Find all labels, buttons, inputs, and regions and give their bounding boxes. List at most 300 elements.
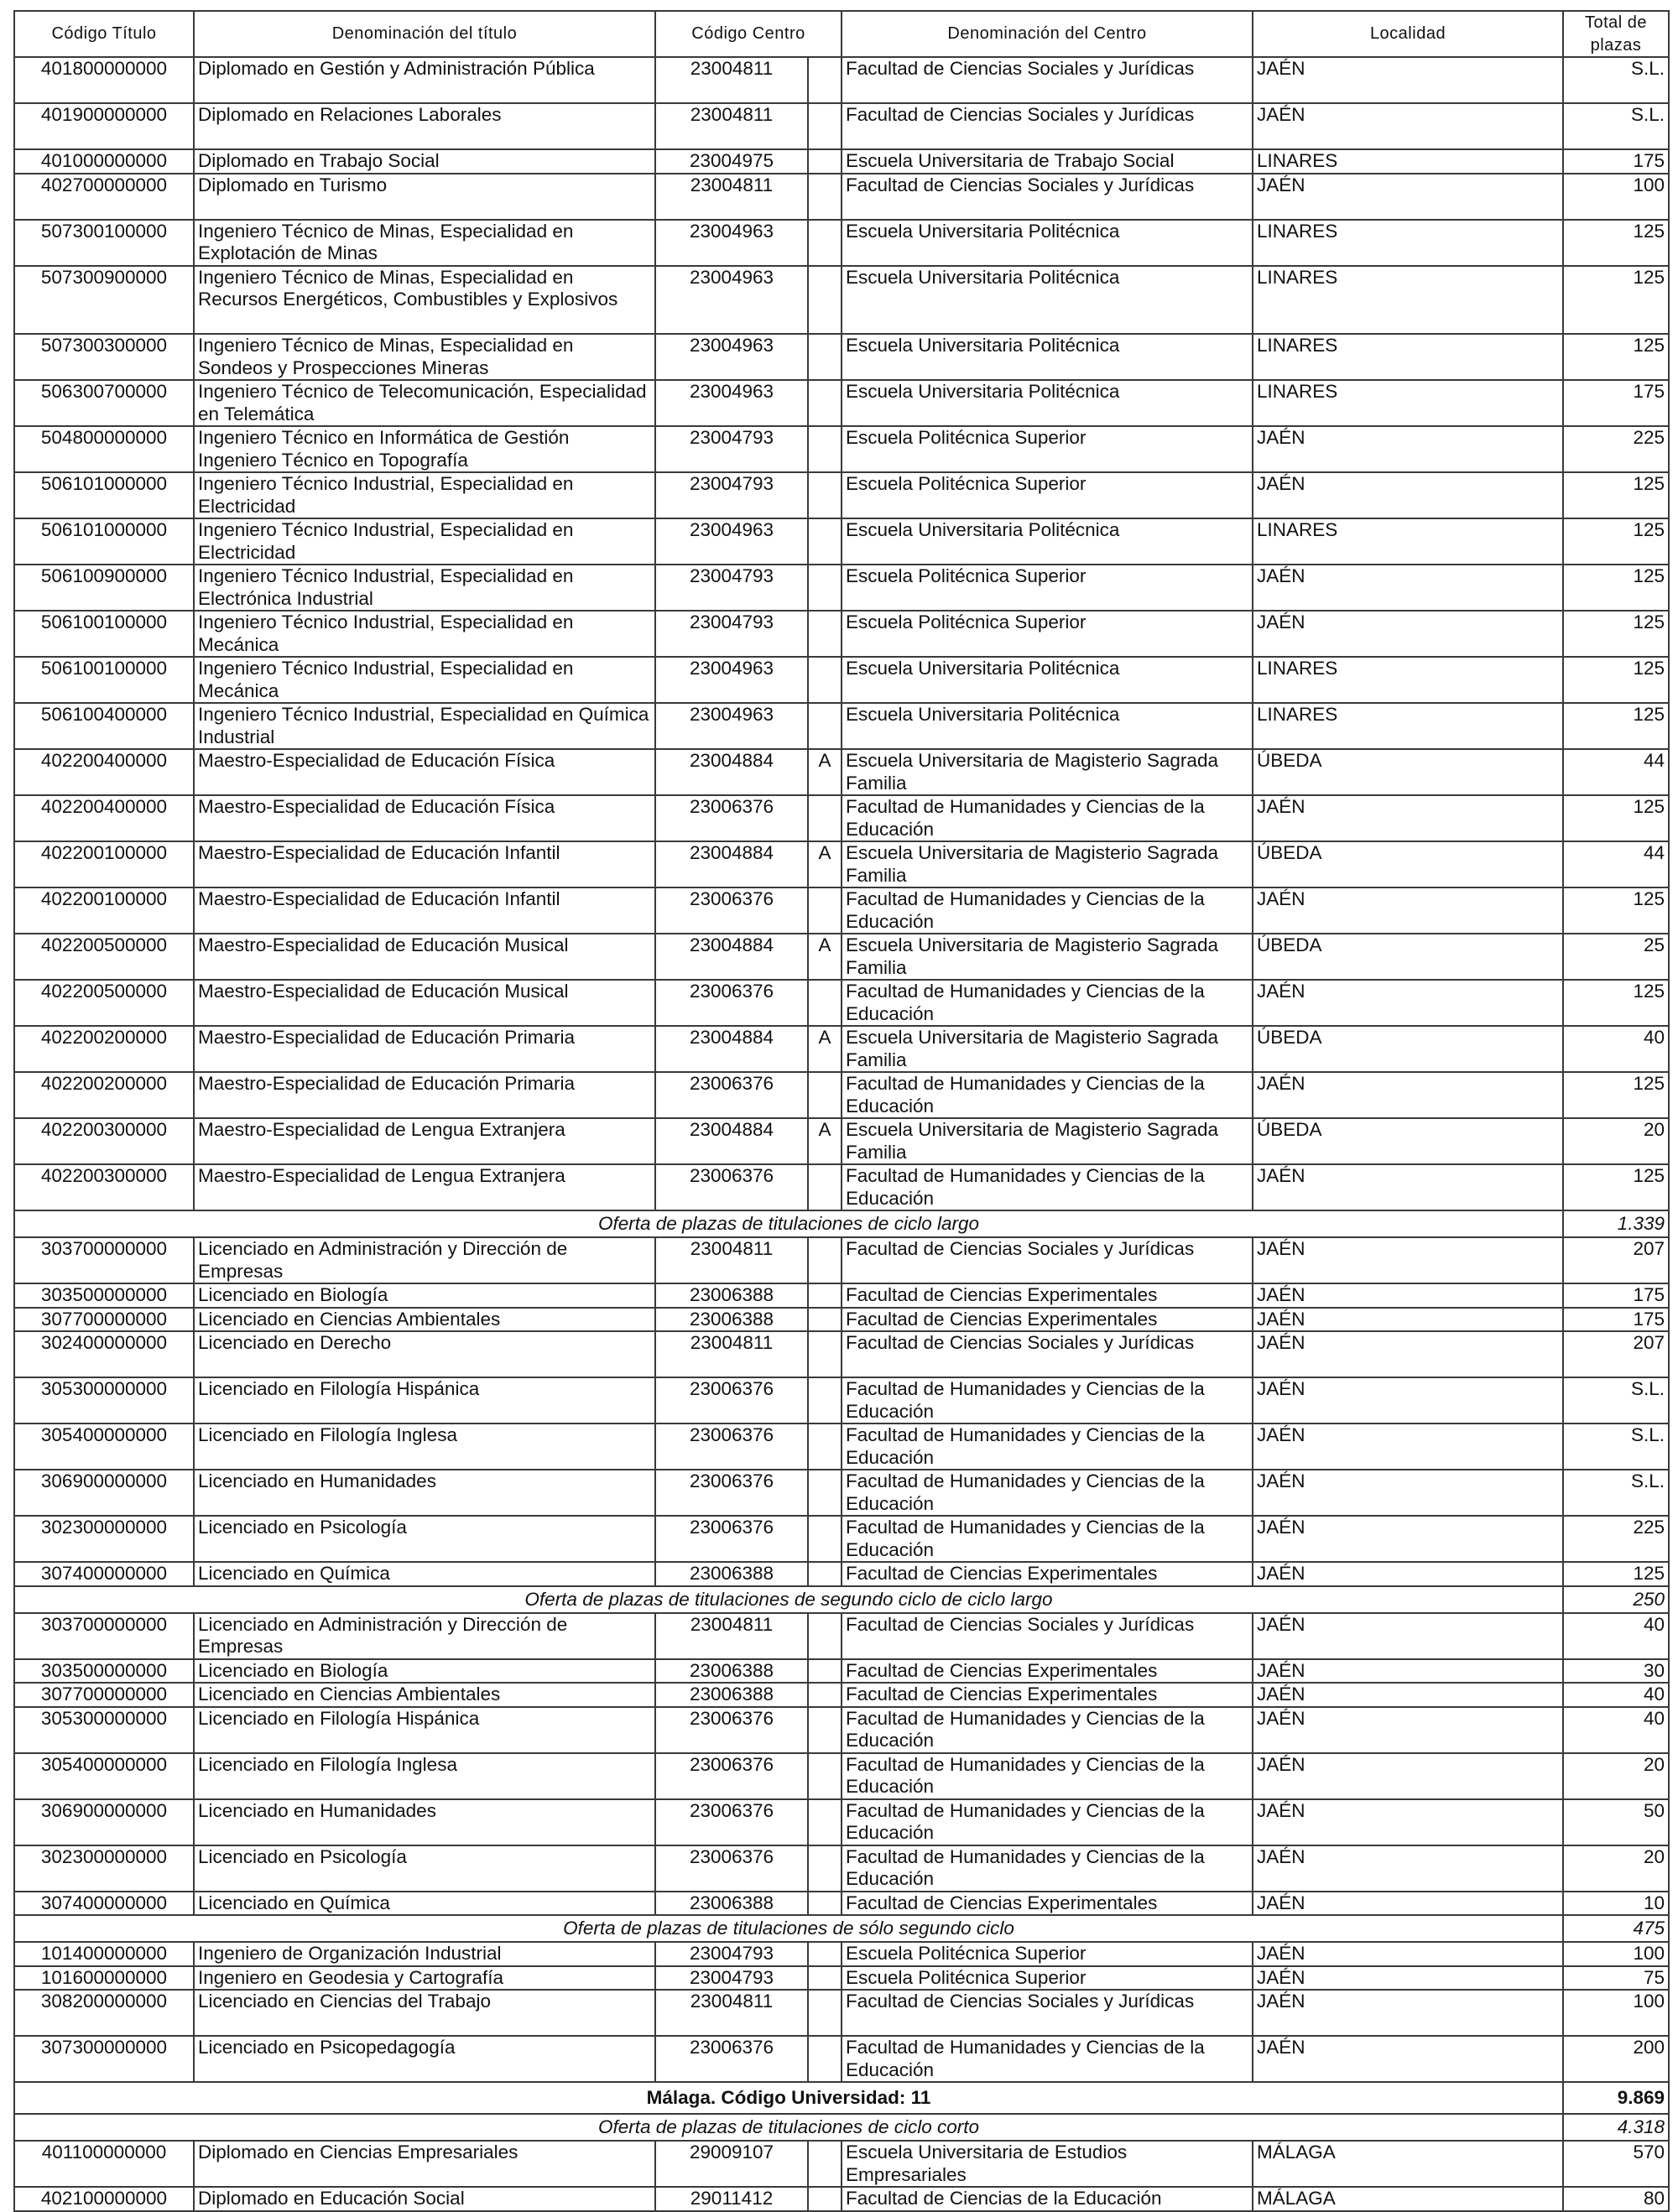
table-row [14, 1470, 1669, 1516]
table-row [14, 934, 1669, 980]
cell-codigo-titulo: 507300300000 [14, 334, 194, 380]
cell-codigo-titulo: 402200500000 [14, 934, 194, 980]
cell-localidad: JAÉN [1253, 1990, 1563, 2036]
cell-codigo-centro: 29009107 [655, 2141, 808, 2187]
cell-denominacion-centro: Escuela Universitaria Politécnica [842, 380, 1253, 426]
cell-codigo-titulo: 303500000000 [14, 1283, 194, 1308]
cell-denominacion-titulo: Ingeniero Técnico Industrial, Especialidad en Mecánica [194, 611, 655, 657]
cell-total-plazas: S.L. [1563, 1470, 1669, 1516]
cell-denominacion-centro: Escuela Universitaria Politécnica [842, 220, 1253, 266]
cell-flag [808, 1283, 842, 1308]
cell-denominacion-centro: Facultad de Ciencias Sociales y Jurídicas [842, 174, 1253, 220]
cell-codigo-titulo: 101400000000 [14, 1942, 194, 1966]
cell-localidad: LINARES [1253, 657, 1563, 703]
cell-total-plazas: 50 [1563, 1799, 1669, 1845]
cell-total-plazas: 175 [1563, 1283, 1669, 1308]
cell-denominacion-centro: Escuela Universitaria de Magisterio Sagrada Familia [842, 934, 1253, 980]
cell-localidad: JAÉN [1253, 1283, 1563, 1308]
cell-codigo-centro: 23004963 [655, 334, 808, 380]
cell-localidad: JAÉN [1253, 1072, 1563, 1118]
cell-codigo-titulo: 402200200000 [14, 1072, 194, 1118]
cell-total-plazas: 100 [1563, 1990, 1669, 2036]
cell-codigo-centro: 23006388 [655, 1659, 808, 1684]
cell-codigo-centro: 23006376 [655, 1377, 808, 1423]
cell-denominacion-titulo: Ingeniero Técnico de Telecomunicación, Especialidad en Telemática [194, 380, 655, 426]
cell-total-plazas: 125 [1563, 980, 1669, 1026]
cell-denominacion-centro: Escuela Politécnica Superior [842, 611, 1253, 657]
summary-label: Oferta de plazas de titulaciones de ciclo largo [14, 1210, 1563, 1237]
table-row [14, 220, 1669, 266]
table-row [14, 1613, 1669, 1659]
cell-codigo-titulo: 402700000000 [14, 174, 194, 220]
cell-codigo-titulo: 302400000000 [14, 1331, 194, 1377]
cell-localidad: JAÉN [1253, 103, 1563, 149]
header-codigo-titulo: Código Título [14, 11, 194, 57]
cell-denominacion-titulo: Ingeniero Técnico Industrial, Especialidad en Mecánica [194, 657, 655, 703]
cell-codigo-centro: 23006388 [655, 1283, 808, 1308]
cell-codigo-titulo: 305400000000 [14, 1753, 194, 1799]
cell-denominacion-titulo: Ingeniero Técnico Industrial, Especialidad en Química Industrial [194, 703, 655, 749]
cell-codigo-titulo: 507300900000 [14, 266, 194, 335]
cell-codigo-titulo: 307300000000 [14, 2036, 194, 2082]
cell-codigo-titulo: 402200500000 [14, 980, 194, 1026]
header-codigo-centro: Código Centro [655, 11, 842, 57]
table-row [14, 1942, 1669, 1966]
cell-localidad: LINARES [1253, 149, 1563, 174]
cell-codigo-titulo: 302300000000 [14, 1516, 194, 1562]
cell-flag [808, 57, 842, 103]
cell-denominacion-titulo: Ingeniero de Organización Industrial [194, 1942, 655, 1966]
cell-total-plazas: 125 [1563, 565, 1669, 611]
header-row [14, 11, 1669, 57]
summary-total: 4.318 [1563, 2114, 1669, 2141]
cell-flag [808, 1423, 842, 1470]
cell-flag [808, 220, 842, 266]
cell-codigo-centro: 23006376 [655, 1423, 808, 1470]
cell-codigo-titulo: 306900000000 [14, 1470, 194, 1516]
cell-codigo-centro: 23004963 [655, 657, 808, 703]
cell-localidad: JAÉN [1253, 1237, 1563, 1283]
cell-denominacion-titulo: Diplomado en Trabajo Social [194, 149, 655, 174]
cell-denominacion-centro: Escuela Politécnica Superior [842, 472, 1253, 518]
cell-flag [808, 266, 842, 335]
cell-codigo-titulo: 307700000000 [14, 1308, 194, 1332]
cell-codigo-centro: 23004963 [655, 220, 808, 266]
cell-flag [808, 1942, 842, 1966]
cell-flag [808, 1990, 842, 2036]
cell-codigo-titulo: 307400000000 [14, 1562, 194, 1586]
cell-denominacion-titulo: Ingeniero en Geodesia y Cartografía [194, 1966, 655, 1991]
cell-codigo-titulo: 402200300000 [14, 1118, 194, 1164]
table-row [14, 565, 1669, 611]
cell-localidad: JAÉN [1253, 1892, 1563, 1916]
cell-denominacion-centro: Facultad de Humanidades y Ciencias de la Educación [842, 1799, 1253, 1845]
cell-flag [808, 472, 842, 518]
cell-total-plazas: S.L. [1563, 57, 1669, 103]
cell-denominacion-centro: Facultad de Humanidades y Ciencias de la Educación [842, 1845, 1253, 1892]
cell-total-plazas: 40 [1563, 1026, 1669, 1072]
cell-denominacion-centro: Escuela Universitaria de Trabajo Social [842, 149, 1253, 174]
cell-localidad: JAÉN [1253, 1423, 1563, 1470]
cell-flag [808, 657, 842, 703]
table-row [14, 174, 1669, 220]
table-row [14, 980, 1669, 1026]
cell-localidad: ÚBEDA [1253, 934, 1563, 980]
cell-localidad: LINARES [1253, 220, 1563, 266]
cell-flag [808, 1892, 842, 1916]
cell-denominacion-centro: Escuela Universitaria de Magisterio Sagrada Familia [842, 1026, 1253, 1072]
cell-denominacion-centro: Facultad de Ciencias Sociales y Jurídicas [842, 1237, 1253, 1283]
summary-total: 250 [1563, 1586, 1669, 1613]
cell-flag [808, 334, 842, 380]
cell-total-plazas: 44 [1563, 841, 1669, 887]
cell-flag [808, 1331, 842, 1377]
cell-codigo-titulo: 305300000000 [14, 1377, 194, 1423]
cell-flag: A [808, 1118, 842, 1164]
cell-codigo-titulo: 401900000000 [14, 103, 194, 149]
table-row [14, 57, 1669, 103]
summary-label: Oferta de plazas de titulaciones de sólo segundo ciclo [14, 1915, 1563, 1942]
cell-codigo-centro: 23004811 [655, 103, 808, 149]
cell-denominacion-titulo: Licenciado en Filología Hispánica [194, 1707, 655, 1753]
cell-codigo-titulo: 302300000000 [14, 1845, 194, 1892]
cell-codigo-titulo: 506100900000 [14, 565, 194, 611]
summary-row [14, 1915, 1669, 1942]
cell-total-plazas: 125 [1563, 1164, 1669, 1210]
table-row [14, 1026, 1669, 1072]
cell-localidad: ÚBEDA [1253, 749, 1563, 795]
cell-total-plazas: 40 [1563, 1613, 1669, 1659]
cell-codigo-titulo: 506100100000 [14, 611, 194, 657]
university-total: 9.869 [1563, 2082, 1669, 2114]
plazas-table [13, 10, 1670, 2212]
cell-codigo-centro: 23006376 [655, 1753, 808, 1799]
cell-total-plazas: 25 [1563, 934, 1669, 980]
table-row [14, 266, 1669, 335]
cell-localidad: JAÉN [1253, 1164, 1563, 1210]
cell-flag [808, 1470, 842, 1516]
cell-localidad: JAÉN [1253, 1308, 1563, 1332]
cell-denominacion-titulo: Licenciado en Derecho [194, 1331, 655, 1377]
cell-denominacion-centro: Escuela Universitaria Politécnica [842, 518, 1253, 565]
cell-denominacion-titulo: Licenciado en Química [194, 1892, 655, 1916]
cell-codigo-centro: 23006376 [655, 1799, 808, 1845]
table-row [14, 1516, 1669, 1562]
summary-total: 1.339 [1563, 1210, 1669, 1237]
cell-flag [808, 1377, 842, 1423]
cell-denominacion-centro: Facultad de Ciencias de la Educación [842, 2187, 1253, 2211]
cell-denominacion-titulo: Licenciado en Humanidades [194, 1799, 655, 1845]
cell-total-plazas: 10 [1563, 1892, 1669, 1916]
table-row [14, 1423, 1669, 1470]
cell-denominacion-titulo: Maestro-Especialidad de Educación Musical [194, 980, 655, 1026]
cell-codigo-centro: 23004963 [655, 703, 808, 749]
cell-total-plazas: S.L. [1563, 1423, 1669, 1470]
cell-total-plazas: 225 [1563, 1516, 1669, 1562]
cell-flag: A [808, 1026, 842, 1072]
cell-denominacion-titulo: Diplomado en Relaciones Laborales [194, 103, 655, 149]
cell-total-plazas: 125 [1563, 266, 1669, 335]
cell-localidad: JAÉN [1253, 565, 1563, 611]
table-row [14, 887, 1669, 934]
cell-flag [808, 426, 842, 472]
cell-denominacion-titulo: Ingeniero Técnico de Minas, Especialidad en Explotación de Minas [194, 220, 655, 266]
cell-denominacion-centro: Escuela Universitaria de Estudios Empresariales [842, 2141, 1253, 2187]
cell-denominacion-centro: Facultad de Humanidades y Ciencias de la Educación [842, 1516, 1253, 1562]
header-denominacion-titulo: Denominación del título [194, 11, 655, 57]
header-localidad: Localidad [1253, 11, 1563, 57]
table-row [14, 1990, 1669, 2036]
cell-localidad: LINARES [1253, 518, 1563, 565]
cell-denominacion-titulo: Licenciado en Administración y Dirección de Empresas [194, 1613, 655, 1659]
cell-flag [808, 795, 842, 841]
cell-localidad: JAÉN [1253, 1516, 1563, 1562]
table-row [14, 149, 1669, 174]
cell-denominacion-centro: Facultad de Ciencias Experimentales [842, 1562, 1253, 1586]
table-row [14, 2141, 1669, 2187]
cell-denominacion-titulo: Licenciado en Filología Inglesa [194, 1753, 655, 1799]
cell-codigo-centro: 23006376 [655, 1707, 808, 1753]
cell-total-plazas: 570 [1563, 2141, 1669, 2187]
summary-row [14, 1210, 1669, 1237]
table-row [14, 426, 1669, 472]
cell-denominacion-titulo: Maestro-Especialidad de Educación Física [194, 749, 655, 795]
table-row [14, 1237, 1669, 1283]
table-row [14, 2036, 1669, 2082]
cell-localidad: ÚBEDA [1253, 841, 1563, 887]
cell-flag [808, 1707, 842, 1753]
cell-denominacion-centro: Escuela Politécnica Superior [842, 1966, 1253, 1991]
cell-denominacion-centro: Escuela Universitaria Politécnica [842, 657, 1253, 703]
cell-total-plazas: 30 [1563, 1659, 1669, 1684]
cell-flag [808, 1659, 842, 1684]
cell-localidad: JAÉN [1253, 795, 1563, 841]
table-row [14, 1377, 1669, 1423]
cell-codigo-titulo: 506100400000 [14, 703, 194, 749]
cell-codigo-centro: 23006376 [655, 887, 808, 934]
cell-flag [808, 149, 842, 174]
cell-flag [808, 1562, 842, 1586]
cell-denominacion-centro: Facultad de Ciencias Experimentales [842, 1892, 1253, 1916]
table-row [14, 841, 1669, 887]
cell-denominacion-titulo: Licenciado en Ciencias del Trabajo [194, 1990, 655, 2036]
table-row [14, 1966, 1669, 1991]
cell-total-plazas: 80 [1563, 2187, 1669, 2211]
cell-denominacion-centro: Facultad de Humanidades y Ciencias de la Educación [842, 1377, 1253, 1423]
table-row [14, 1164, 1669, 1210]
cell-denominacion-centro: Facultad de Humanidades y Ciencias de la Educación [842, 980, 1253, 1026]
cell-total-plazas: 40 [1563, 1683, 1669, 1707]
cell-codigo-centro: 23006388 [655, 1308, 808, 1332]
cell-codigo-centro: 23006388 [655, 1562, 808, 1586]
cell-codigo-centro: 23004884 [655, 934, 808, 980]
cell-codigo-centro: 23004884 [655, 841, 808, 887]
table-row [14, 1892, 1669, 1916]
header-total-plazas: Total de plazas [1563, 11, 1669, 57]
cell-total-plazas: 175 [1563, 1308, 1669, 1332]
cell-total-plazas: 207 [1563, 1237, 1669, 1283]
cell-denominacion-centro: Facultad de Humanidades y Ciencias de la Educación [842, 795, 1253, 841]
cell-localidad: JAÉN [1253, 1659, 1563, 1684]
cell-denominacion-titulo: Licenciado en Humanidades [194, 1470, 655, 1516]
cell-codigo-centro: 23006376 [655, 980, 808, 1026]
cell-denominacion-centro: Facultad de Ciencias Experimentales [842, 1308, 1253, 1332]
cell-denominacion-titulo: Maestro-Especialidad de Educación Infantil [194, 887, 655, 934]
table-row [14, 749, 1669, 795]
cell-denominacion-titulo: Licenciado en Biología [194, 1659, 655, 1684]
cell-denominacion-centro: Facultad de Ciencias Sociales y Jurídicas [842, 1613, 1253, 1659]
cell-denominacion-titulo: Ingeniero Técnico Industrial, Especialidad en Electricidad [194, 518, 655, 565]
cell-localidad: JAÉN [1253, 57, 1563, 103]
cell-codigo-centro: 23004975 [655, 149, 808, 174]
cell-flag [808, 1845, 842, 1892]
cell-denominacion-titulo: Diplomado en Educación Social [194, 2187, 655, 2211]
cell-total-plazas: 125 [1563, 1562, 1669, 1586]
cell-codigo-centro: 23004811 [655, 1613, 808, 1659]
cell-codigo-centro: 23004793 [655, 472, 808, 518]
cell-denominacion-centro: Facultad de Humanidades y Ciencias de la Educación [842, 1753, 1253, 1799]
cell-denominacion-centro: Escuela Politécnica Superior [842, 426, 1253, 472]
cell-codigo-titulo: 402200100000 [14, 887, 194, 934]
cell-codigo-titulo: 506101000000 [14, 518, 194, 565]
cell-localidad: JAÉN [1253, 2036, 1563, 2082]
cell-denominacion-titulo: Licenciado en Psicología [194, 1516, 655, 1562]
cell-flag [808, 703, 842, 749]
cell-flag [808, 1164, 842, 1210]
cell-flag [808, 1799, 842, 1845]
table-row [14, 1659, 1669, 1684]
cell-codigo-titulo: 303700000000 [14, 1237, 194, 1283]
cell-denominacion-titulo: Ingeniero Técnico Industrial, Especialidad en Electricidad [194, 472, 655, 518]
cell-codigo-titulo: 306900000000 [14, 1799, 194, 1845]
cell-localidad: JAÉN [1253, 1562, 1563, 1586]
cell-localidad: JAÉN [1253, 1799, 1563, 1845]
cell-denominacion-centro: Facultad de Ciencias Experimentales [842, 1283, 1253, 1308]
cell-flag: A [808, 934, 842, 980]
cell-codigo-centro: 29011412 [655, 2187, 808, 2211]
table-body [14, 57, 1669, 2211]
cell-total-plazas: 125 [1563, 220, 1669, 266]
table-row [14, 657, 1669, 703]
cell-localidad: JAÉN [1253, 1377, 1563, 1423]
table-row [14, 703, 1669, 749]
cell-flag [808, 2036, 842, 2082]
cell-localidad: JAÉN [1253, 611, 1563, 657]
cell-denominacion-titulo: Maestro-Especialidad de Educación Infantil [194, 841, 655, 887]
cell-denominacion-titulo: Licenciado en Psicopedagogía [194, 2036, 655, 2082]
cell-total-plazas: 44 [1563, 749, 1669, 795]
cell-localidad: JAÉN [1253, 1613, 1563, 1659]
cell-denominacion-titulo: Diplomado en Gestión y Administración Pública [194, 57, 655, 103]
cell-total-plazas: S.L. [1563, 1377, 1669, 1423]
cell-codigo-titulo: 506100100000 [14, 657, 194, 703]
cell-denominacion-centro: Facultad de Ciencias Sociales y Jurídicas [842, 57, 1253, 103]
table-row [14, 103, 1669, 149]
table-row [14, 611, 1669, 657]
table-row [14, 518, 1669, 565]
cell-codigo-centro: 23004793 [655, 426, 808, 472]
cell-denominacion-centro: Facultad de Ciencias Sociales y Jurídicas [842, 1990, 1253, 2036]
cell-localidad: LINARES [1253, 266, 1563, 335]
cell-localidad: JAÉN [1253, 1845, 1563, 1892]
cell-total-plazas: 100 [1563, 1942, 1669, 1966]
table-row [14, 380, 1669, 426]
cell-total-plazas: 125 [1563, 657, 1669, 703]
cell-total-plazas: 125 [1563, 472, 1669, 518]
cell-denominacion-titulo: Maestro-Especialidad de Lengua Extranjera [194, 1118, 655, 1164]
cell-total-plazas: 100 [1563, 174, 1669, 220]
table-row [14, 334, 1669, 380]
cell-denominacion-titulo: Ingeniero Técnico Industrial, Especialidad en Electrónica Industrial [194, 565, 655, 611]
cell-total-plazas: 200 [1563, 2036, 1669, 2082]
cell-codigo-centro: 23006376 [655, 1470, 808, 1516]
table-row [14, 795, 1669, 841]
cell-codigo-titulo: 506101000000 [14, 472, 194, 518]
cell-denominacion-centro: Escuela Universitaria de Magisterio Sagrada Familia [842, 841, 1253, 887]
cell-denominacion-centro: Facultad de Ciencias Experimentales [842, 1683, 1253, 1707]
cell-denominacion-centro: Facultad de Humanidades y Ciencias de la Educación [842, 1164, 1253, 1210]
cell-denominacion-titulo: Diplomado en Turismo [194, 174, 655, 220]
cell-codigo-titulo: 307400000000 [14, 1892, 194, 1916]
cell-flag [808, 2141, 842, 2187]
cell-flag [808, 887, 842, 934]
summary-row [14, 2114, 1669, 2141]
cell-localidad: JAÉN [1253, 1707, 1563, 1753]
cell-flag [808, 611, 842, 657]
cell-codigo-titulo: 308200000000 [14, 1990, 194, 2036]
cell-total-plazas: 125 [1563, 795, 1669, 841]
cell-denominacion-centro: Facultad de Ciencias Experimentales [842, 1659, 1253, 1684]
table-row [14, 1072, 1669, 1118]
cell-denominacion-titulo: Maestro-Especialidad de Educación Primaria [194, 1072, 655, 1118]
cell-total-plazas: 20 [1563, 1753, 1669, 1799]
cell-denominacion-titulo: Licenciado en Ciencias Ambientales [194, 1308, 655, 1332]
cell-codigo-centro: 23004793 [655, 1942, 808, 1966]
cell-flag: A [808, 841, 842, 887]
cell-codigo-centro: 23004793 [655, 565, 808, 611]
cell-codigo-titulo: 305400000000 [14, 1423, 194, 1470]
cell-flag [808, 103, 842, 149]
cell-localidad: JAÉN [1253, 472, 1563, 518]
cell-flag [808, 1683, 842, 1707]
cell-localidad: JAÉN [1253, 887, 1563, 934]
cell-codigo-centro: 23004884 [655, 1026, 808, 1072]
cell-denominacion-titulo: Diplomado en Ciencias Empresariales [194, 2141, 655, 2187]
cell-codigo-centro: 23006376 [655, 1845, 808, 1892]
cell-codigo-centro: 23004793 [655, 1966, 808, 1991]
cell-localidad: JAÉN [1253, 1470, 1563, 1516]
cell-codigo-centro: 23004811 [655, 1237, 808, 1283]
cell-denominacion-titulo: Maestro-Especialidad de Educación Musical [194, 934, 655, 980]
cell-codigo-titulo: 402200400000 [14, 795, 194, 841]
cell-flag: A [808, 749, 842, 795]
cell-flag [808, 1613, 842, 1659]
cell-total-plazas: 75 [1563, 1966, 1669, 1991]
cell-flag [808, 1072, 842, 1118]
cell-codigo-centro: 23006388 [655, 1892, 808, 1916]
cell-flag [808, 174, 842, 220]
cell-codigo-centro: 23004793 [655, 611, 808, 657]
cell-codigo-centro: 23006376 [655, 1164, 808, 1210]
cell-codigo-titulo: 401800000000 [14, 57, 194, 103]
cell-codigo-titulo: 402200100000 [14, 841, 194, 887]
cell-denominacion-titulo: Licenciado en Química [194, 1562, 655, 1586]
cell-total-plazas: 125 [1563, 703, 1669, 749]
cell-codigo-centro: 23006376 [655, 795, 808, 841]
cell-codigo-centro: 23006376 [655, 2036, 808, 2082]
cell-flag [808, 380, 842, 426]
cell-denominacion-centro: Facultad de Humanidades y Ciencias de la Educación [842, 2036, 1253, 2082]
